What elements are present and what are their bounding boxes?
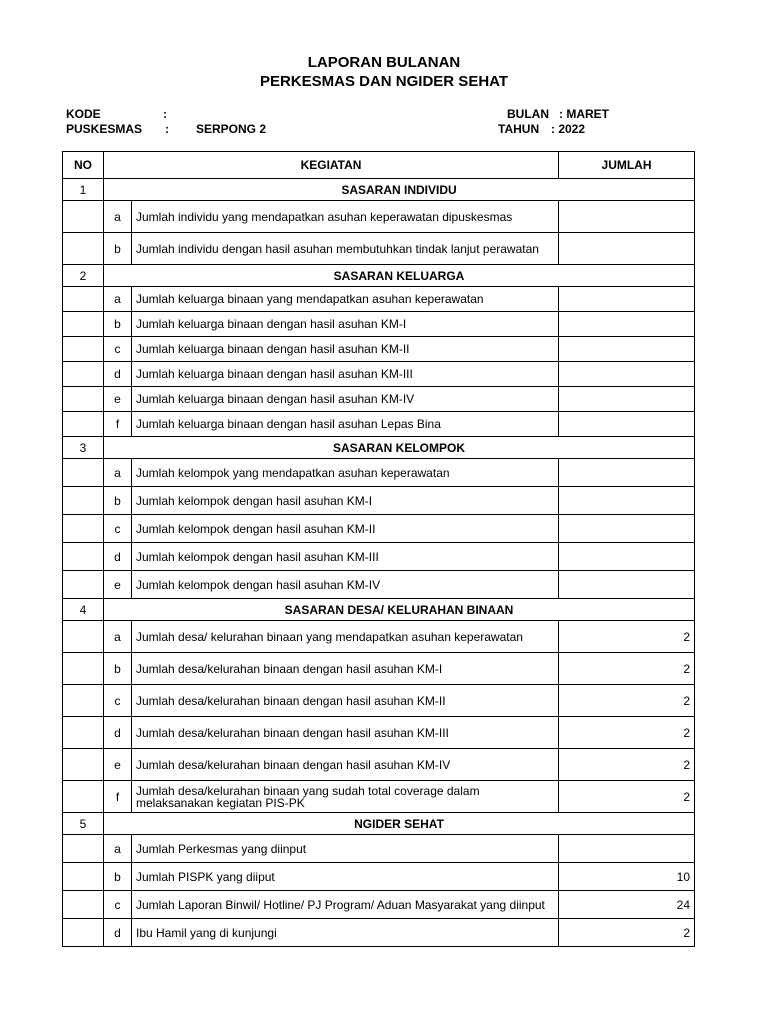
section-number: 4: [63, 599, 104, 621]
jumlah-value: [559, 835, 695, 863]
item-letter: c: [104, 515, 132, 543]
activity-label: Jumlah keluarga binaan yang mendapatkan asuhan keperawatan: [132, 287, 559, 312]
item-letter: c: [104, 685, 132, 717]
table-row: [63, 891, 695, 919]
activity-label: Jumlah keluarga binaan dengan hasil asuhan Lepas Bina: [132, 412, 559, 437]
item-letter: b: [104, 487, 132, 515]
item-letter: d: [104, 362, 132, 387]
report-subtitle: PERKESMAS DAN NGIDER SEHAT: [259, 73, 509, 90]
column-header-jumlah: JUMLAH: [559, 152, 695, 179]
report-title: LAPORAN BULANAN: [307, 54, 461, 71]
table-body: [63, 179, 695, 947]
table-row: [63, 515, 695, 543]
section-number: 1: [63, 179, 104, 201]
no-cell: [63, 571, 104, 599]
no-cell: [63, 459, 104, 487]
no-cell: [63, 543, 104, 571]
jumlah-value: [559, 571, 695, 599]
section-row: [63, 179, 695, 201]
report-table: [62, 151, 695, 947]
section-number: 5: [63, 813, 104, 835]
jumlah-value: [559, 543, 695, 571]
item-letter: b: [104, 312, 132, 337]
activity-label: Jumlah individu yang mendapatkan asuhan keperawatan dipuskesmas: [132, 201, 559, 233]
no-cell: [63, 653, 104, 685]
activity-label: Ibu Hamil yang di kunjungi: [132, 919, 559, 947]
jumlah-value: 24: [559, 891, 695, 919]
activity-label: Jumlah Perkesmas yang diinput: [132, 835, 559, 863]
no-cell: [63, 312, 104, 337]
no-cell: [63, 717, 104, 749]
tahun-value: : 2022: [551, 122, 586, 136]
item-letter: f: [104, 412, 132, 437]
bulan-value: : MARET: [559, 107, 609, 121]
activity-label: Jumlah desa/kelurahan binaan dengan hasil asuhan KM-IV: [132, 749, 559, 781]
jumlah-value: [559, 201, 695, 233]
item-letter: e: [104, 387, 132, 412]
item-letter: f: [104, 781, 132, 813]
no-cell: [63, 781, 104, 813]
section-number: 2: [63, 265, 104, 287]
jumlah-value: 10: [559, 863, 695, 891]
table-row: [63, 571, 695, 599]
section-row: [63, 813, 695, 835]
item-letter: d: [104, 717, 132, 749]
column-header-no: NO: [63, 152, 104, 179]
activity-label: Jumlah kelompok yang mendapatkan asuhan keperawatan: [132, 459, 559, 487]
no-cell: [63, 287, 104, 312]
activity-label: Jumlah desa/kelurahan binaan yang sudah total coverage dalam melaksanakan kegiatan PIS-PK: [132, 781, 559, 813]
jumlah-value: [559, 412, 695, 437]
kode-label: KODE: [66, 107, 101, 121]
table-row: [63, 459, 695, 487]
item-letter: b: [104, 233, 132, 265]
jumlah-value: [559, 387, 695, 412]
table-header-row: [63, 152, 695, 179]
jumlah-value: 2: [559, 749, 695, 781]
table-row: [63, 835, 695, 863]
jumlah-value: 2: [559, 919, 695, 947]
activity-label: Jumlah desa/kelurahan binaan dengan hasil asuhan KM-I: [132, 653, 559, 685]
activity-label: Jumlah kelompok dengan hasil asuhan KM-III: [132, 543, 559, 571]
no-cell: [63, 749, 104, 781]
item-letter: e: [104, 571, 132, 599]
puskesmas-label: PUSKESMAS: [66, 122, 143, 136]
jumlah-value: 2: [559, 717, 695, 749]
section-title: SASARAN KELUARGA: [104, 265, 695, 287]
column-header-kegiatan: KEGIATAN: [104, 152, 559, 179]
section-row: [63, 437, 695, 459]
no-cell: [63, 337, 104, 362]
jumlah-value: 2: [559, 685, 695, 717]
no-cell: [63, 835, 104, 863]
no-cell: [63, 201, 104, 233]
no-cell: [63, 412, 104, 437]
no-cell: [63, 387, 104, 412]
no-cell: [63, 515, 104, 543]
no-cell: [63, 891, 104, 919]
activity-label: Jumlah keluarga binaan dengan hasil asuhan KM-III: [132, 362, 559, 387]
activity-label: Jumlah keluarga binaan dengan hasil asuhan KM-IV: [132, 387, 559, 412]
table-row: [63, 287, 695, 312]
kode-colon: :: [163, 107, 167, 121]
tahun-label: TAHUN: [498, 122, 540, 136]
table-row: [63, 919, 695, 947]
item-letter: c: [104, 891, 132, 919]
item-letter: d: [104, 543, 132, 571]
activity-label: Jumlah keluarga binaan dengan hasil asuhan KM-II: [132, 337, 559, 362]
activity-label: Jumlah kelompok dengan hasil asuhan KM-IV: [132, 571, 559, 599]
section-title: SASARAN KELOMPOK: [104, 437, 695, 459]
table-row: [63, 685, 695, 717]
jumlah-value: 2: [559, 653, 695, 685]
puskesmas-colon: :: [165, 122, 169, 136]
table-row: [63, 543, 695, 571]
activity-label: Jumlah desa/kelurahan binaan dengan hasil asuhan KM-II: [132, 685, 559, 717]
section-row: [63, 599, 695, 621]
activity-label: Jumlah desa/ kelurahan binaan yang mendapatkan asuhan keperawatan: [132, 621, 559, 653]
activity-label: Jumlah desa/kelurahan binaan dengan hasil asuhan KM-III: [132, 717, 559, 749]
item-letter: a: [104, 835, 132, 863]
jumlah-value: 2: [559, 621, 695, 653]
table-row: [63, 201, 695, 233]
table-row: [63, 362, 695, 387]
section-title: SASARAN INDIVIDU: [104, 179, 695, 201]
no-cell: [63, 685, 104, 717]
table-row: [63, 781, 695, 813]
table-row: [63, 717, 695, 749]
table-row: [63, 653, 695, 685]
bulan-label: BULAN: [507, 107, 549, 121]
table-row: [63, 863, 695, 891]
table-row: [63, 412, 695, 437]
item-letter: a: [104, 201, 132, 233]
table-row: [63, 487, 695, 515]
item-letter: d: [104, 919, 132, 947]
table-row: [63, 749, 695, 781]
jumlah-value: [559, 287, 695, 312]
no-cell: [63, 362, 104, 387]
jumlah-value: [559, 459, 695, 487]
jumlah-value: [559, 487, 695, 515]
puskesmas-value: SERPONG 2: [196, 122, 267, 136]
activity-label: Jumlah individu dengan hasil asuhan membutuhkan tindak lanjut perawatan: [132, 233, 559, 265]
activity-label: Jumlah PISPK yang diiput: [132, 863, 559, 891]
activity-label: Jumlah keluarga binaan dengan hasil asuhan KM-I: [132, 312, 559, 337]
table-row: [63, 337, 695, 362]
no-cell: [63, 233, 104, 265]
table-row: [63, 621, 695, 653]
table-row: [63, 312, 695, 337]
jumlah-value: [559, 515, 695, 543]
no-cell: [63, 919, 104, 947]
section-title: NGIDER SEHAT: [104, 813, 695, 835]
section-number: 3: [63, 437, 104, 459]
item-letter: a: [104, 287, 132, 312]
jumlah-value: [559, 312, 695, 337]
item-letter: b: [104, 653, 132, 685]
table-row: [63, 387, 695, 412]
activity-label: Jumlah kelompok dengan hasil asuhan KM-I: [132, 487, 559, 515]
activity-label: Jumlah kelompok dengan hasil asuhan KM-II: [132, 515, 559, 543]
section-row: [63, 265, 695, 287]
jumlah-value: [559, 337, 695, 362]
no-cell: [63, 487, 104, 515]
table-row: [63, 233, 695, 265]
jumlah-value: 2: [559, 781, 695, 813]
item-letter: c: [104, 337, 132, 362]
jumlah-value: [559, 233, 695, 265]
section-title: SASARAN DESA/ KELURAHAN BINAAN: [104, 599, 695, 621]
no-cell: [63, 621, 104, 653]
no-cell: [63, 863, 104, 891]
activity-label: Jumlah Laporan Binwil/ Hotline/ PJ Program/ Aduan Masyarakat yang diinput: [132, 891, 559, 919]
item-letter: b: [104, 863, 132, 891]
item-letter: e: [104, 749, 132, 781]
item-letter: a: [104, 621, 132, 653]
item-letter: a: [104, 459, 132, 487]
jumlah-value: [559, 362, 695, 387]
